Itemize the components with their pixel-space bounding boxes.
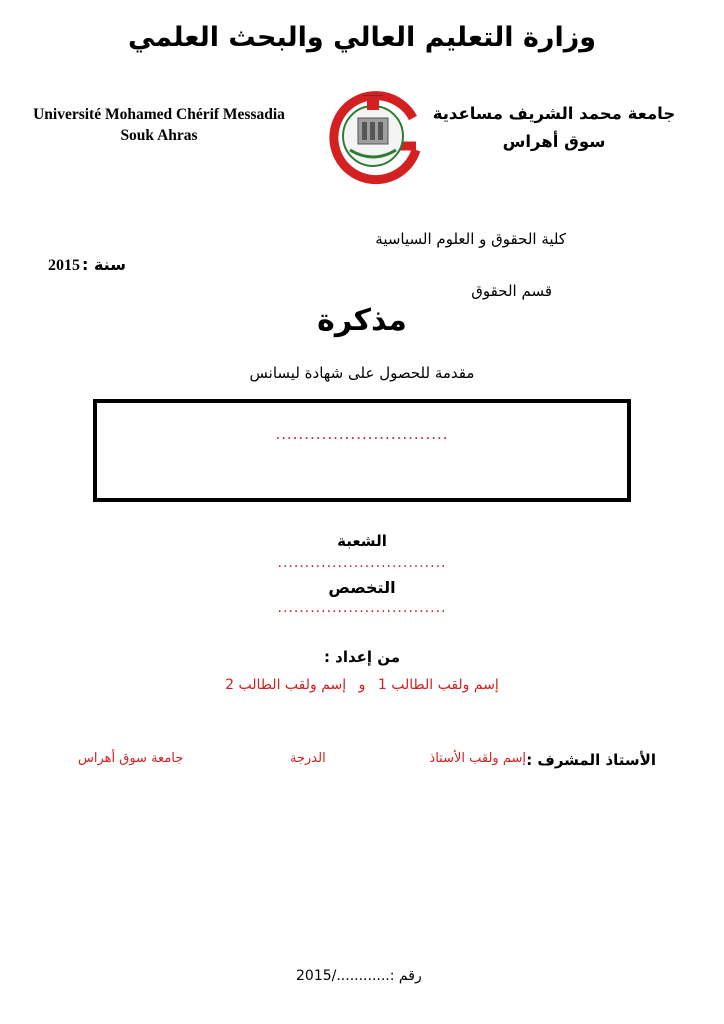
year-value: 2015 [48,257,80,274]
student-1-name: إسم ولقب الطالب 1 [377,677,499,693]
svg-text:ـــــــــــ: ـــــــــــ [363,91,383,98]
reference-label: رقم : [389,968,422,984]
thesis-title-placeholder: .............................. [275,425,449,443]
specialization-label: التخصص [328,578,396,597]
supervisor-name: إسم ولقب الأستاذ [429,751,526,766]
university-name-french-line1: Université Mohamed Chérif Messadia [33,106,285,123]
academic-year [48,255,126,275]
university-name-arabic [424,100,684,156]
department-name: قسم الحقوق [471,282,552,300]
reference-dots: ............/ [331,968,390,984]
supervisor-university: جامعة سوق أهراس [78,751,184,766]
university-city-french: Souk Ahras [120,127,198,144]
thesis-title-box [93,399,631,502]
students-conjunction: و [358,677,366,693]
branch-label: الشعبة [337,532,387,550]
reference-number [296,968,422,984]
prepared-by-label: من إعداد : [323,648,401,666]
memo-subtitle: مقدمة للحصول على شهادة ليسانس [249,364,475,382]
university-city-arabic: سوق أهراس [502,132,606,151]
ministry-title: وزارة التعليم العالي والبحث العلمي [127,22,597,53]
supervisor-label: الأستاذ المشرف : [526,751,656,769]
supervisor-grade: الدرجة [290,751,326,766]
university-name-arabic-line1: جامعة محمد الشريف مساعدية [432,104,676,123]
year-label: سنة : [82,255,126,274]
university-name-french [14,104,304,146]
reference-year: 2015 [296,968,332,984]
university-seal-icon [318,88,428,188]
student-2-name: إسم ولقب الطالب 2 [225,677,347,693]
branch-placeholder: ............................... [277,555,447,571]
faculty-name: كلية الحقوق و العلوم السياسية [375,230,566,248]
student-names [0,677,724,693]
memo-title: مذكرة [317,303,407,338]
specialization-placeholder: ............................... [277,600,447,616]
